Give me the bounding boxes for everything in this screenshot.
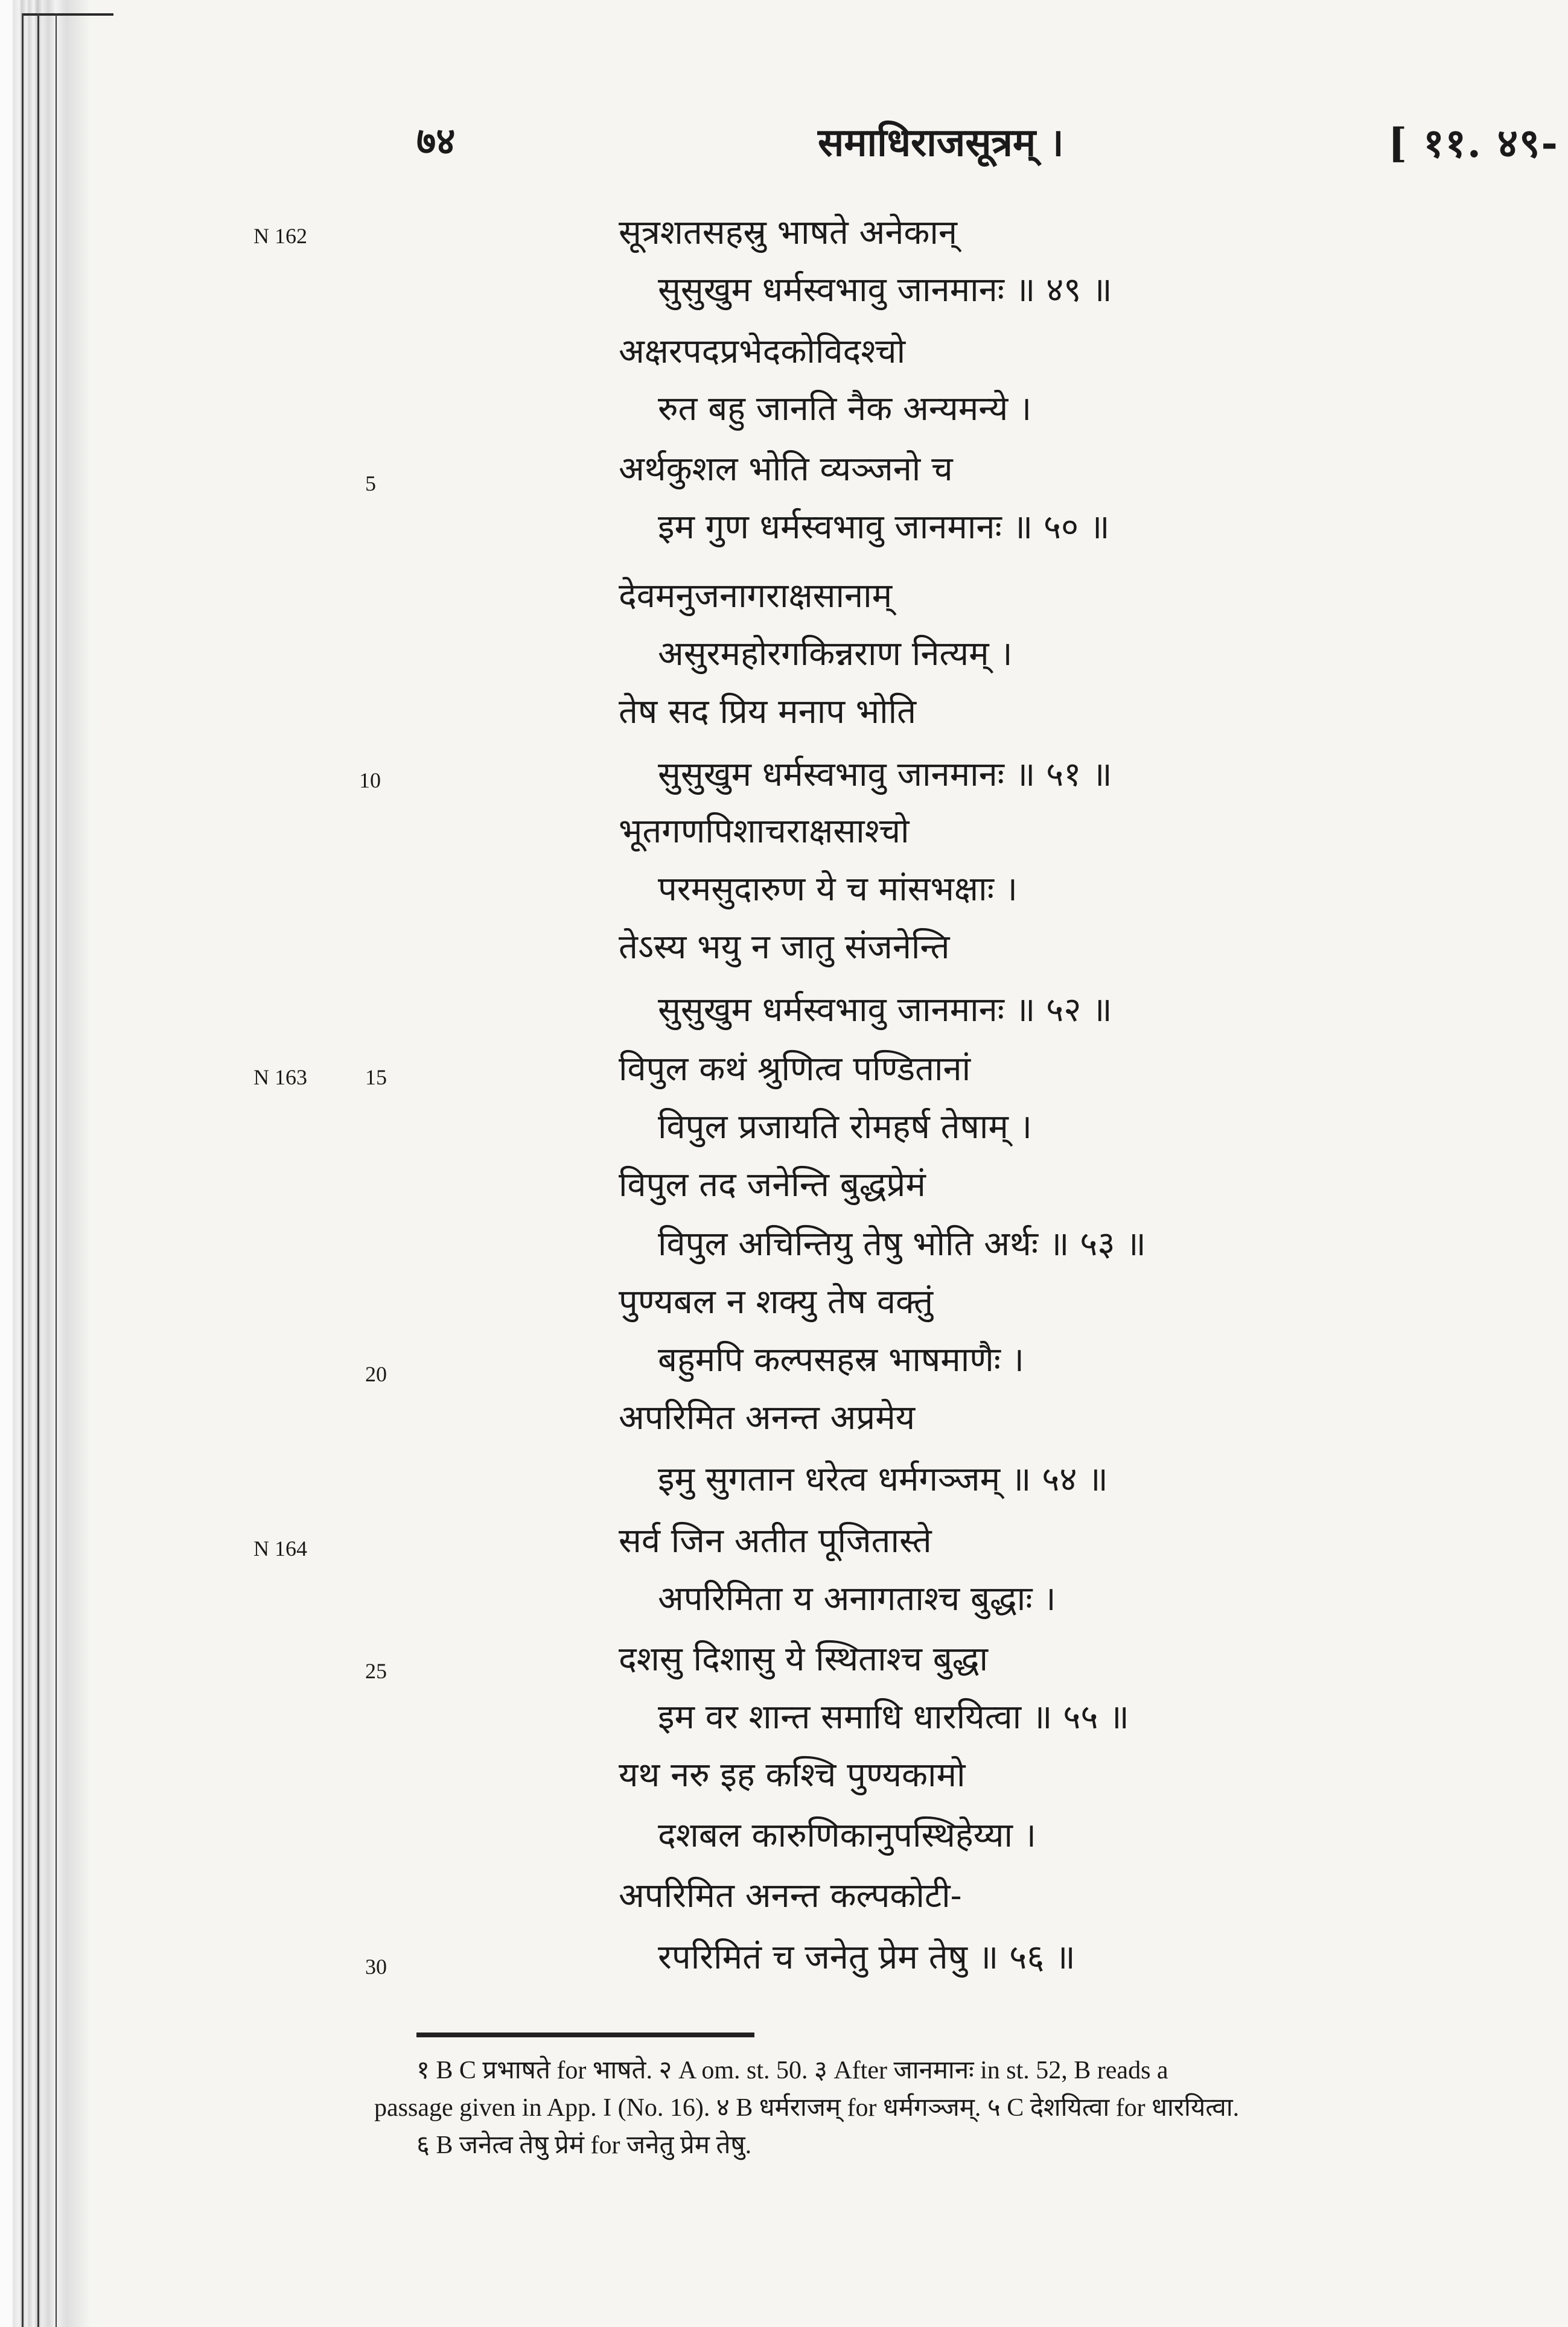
- footnote-line: १ B C प्रभाषते for भाषते. २ A om. st. 50. ३ After जानमानः in st. 52, B reads a: [416, 2057, 1168, 2084]
- verse-line: दशबल कारुणिकानुपस्थिहेय्या ।: [658, 1816, 1037, 1855]
- book-binding-gutter: [0, 0, 112, 2327]
- verse-line: विपुल प्रजायति रोमहर्ष तेषाम् ।: [658, 1107, 1032, 1147]
- footnotes: [374, 2052, 1539, 2164]
- verse-line: सुसुखुम धर्मस्वभावु जानमानः ॥ ५२ ॥: [658, 990, 1112, 1030]
- manuscript-ref: N 163: [253, 1065, 307, 1089]
- verse-line: इमु सुगतान धरेत्व धर्मगञ्जम् ॥ ५४ ॥: [658, 1460, 1108, 1499]
- binding-line: [56, 13, 57, 2327]
- page-number: ७४: [416, 119, 456, 163]
- footnote-line: passage given in App. I (No. 16). ४ B धर्मराजम् for धर्मगञ्जम्. ५ C देशयित्वा for धारयित्वा.: [374, 2094, 1240, 2122]
- verse-line: पुण्यबल न शक्यु तेष वक्तुं: [619, 1282, 933, 1322]
- footnote-line: ६ B जनेत्व तेषु प्रेमं for जनेतु प्रेम तेषु.: [416, 2131, 752, 2159]
- verse-line: सर्व जिन अतीत पूजितास्ते: [619, 1521, 932, 1561]
- verse-line: इम वर शान्त समाधि धारयित्वा ॥ ५५ ॥: [658, 1698, 1129, 1737]
- binding-line: [37, 13, 39, 2327]
- verse-line: तेष सद प्रिय मनाप भोति: [619, 692, 917, 731]
- footnote-rule: [416, 2033, 754, 2037]
- verse-line: अपरिमिता य अनागताश्च बुद्धाः ।: [658, 1579, 1056, 1619]
- running-title: समाधिराजसूत्रम् ।: [818, 120, 1064, 165]
- verse-line: तेऽस्य भयु न जातु संजनेन्ति: [619, 928, 950, 967]
- line-number: 10: [359, 768, 381, 792]
- line-number: 25: [365, 1659, 387, 1683]
- section-reference: [ ११. ४९-: [1388, 119, 1559, 167]
- verse-line: अक्षरपदप्रभेदकोविदश्चो: [619, 332, 906, 371]
- manuscript-ref: N 164: [253, 1536, 307, 1561]
- verse-line: अपरिमित अनन्त कल्पकोटी-: [619, 1876, 962, 1915]
- verse-line: सुसुखुम धर्मस्वभावु जानमानः ॥ ४९ ॥: [658, 270, 1112, 310]
- verse-line: अपरिमित अनन्त अप्रमेय: [619, 1398, 916, 1437]
- page-header: [0, 115, 1568, 169]
- verse-line: सूत्रशतसहस्रु भाषते अनेकान्: [619, 213, 957, 252]
- binding-line: [22, 13, 24, 2327]
- verse-line: विपुल तद जनेन्ति बुद्धप्रेमं: [619, 1165, 926, 1205]
- line-number: 5: [365, 471, 376, 495]
- verse-line: बहुमपि कल्पसहस्र भाषमाणैः ।: [658, 1340, 1025, 1380]
- binding-top-edge: [22, 13, 113, 16]
- line-number: 30: [365, 1955, 387, 1979]
- verse-line: रुत बहु जानति नैक अन्यमन्ये ।: [658, 389, 1032, 428]
- verse-line: परमसुदारुण ये च मांसभक्षाः ।: [658, 870, 1018, 909]
- verse-line: यथ नरु इह कश्चि पुण्यकामो: [619, 1756, 966, 1795]
- line-number: 15: [365, 1065, 387, 1089]
- line-number: 20: [365, 1362, 387, 1386]
- verse-line: असुरमहोरगकिन्नराण नित्यम् ।: [658, 634, 1013, 673]
- verse-line: देवमनुजनागराक्षसानाम्: [619, 576, 893, 616]
- verse-line: इम गुण धर्मस्वभावु जानमानः ॥ ५० ॥: [658, 508, 1110, 547]
- verse-line: विपुल कथं श्रुणित्व पण्डितानां: [619, 1049, 971, 1089]
- verse-line: विपुल अचिन्तियु तेषु भोति अर्थः ॥ ५३ ॥: [658, 1224, 1146, 1264]
- verse-line: दशसु दिशासु ये स्थिताश्च बुद्धा: [619, 1640, 988, 1679]
- verse-line: भूतगणपिशाचराक्षसाश्चो: [619, 812, 910, 851]
- verse-line: रपरिमितं च जनेतु प्रेम तेषु ॥ ५६ ॥: [658, 1938, 1076, 1977]
- verse-line: सुसुखुम धर्मस्वभावु जानमानः ॥ ५१ ॥: [658, 755, 1112, 794]
- verse-line: अर्थकुशल भोति व्यञ्जनो च: [619, 450, 953, 489]
- manuscript-ref: N 162: [253, 224, 307, 248]
